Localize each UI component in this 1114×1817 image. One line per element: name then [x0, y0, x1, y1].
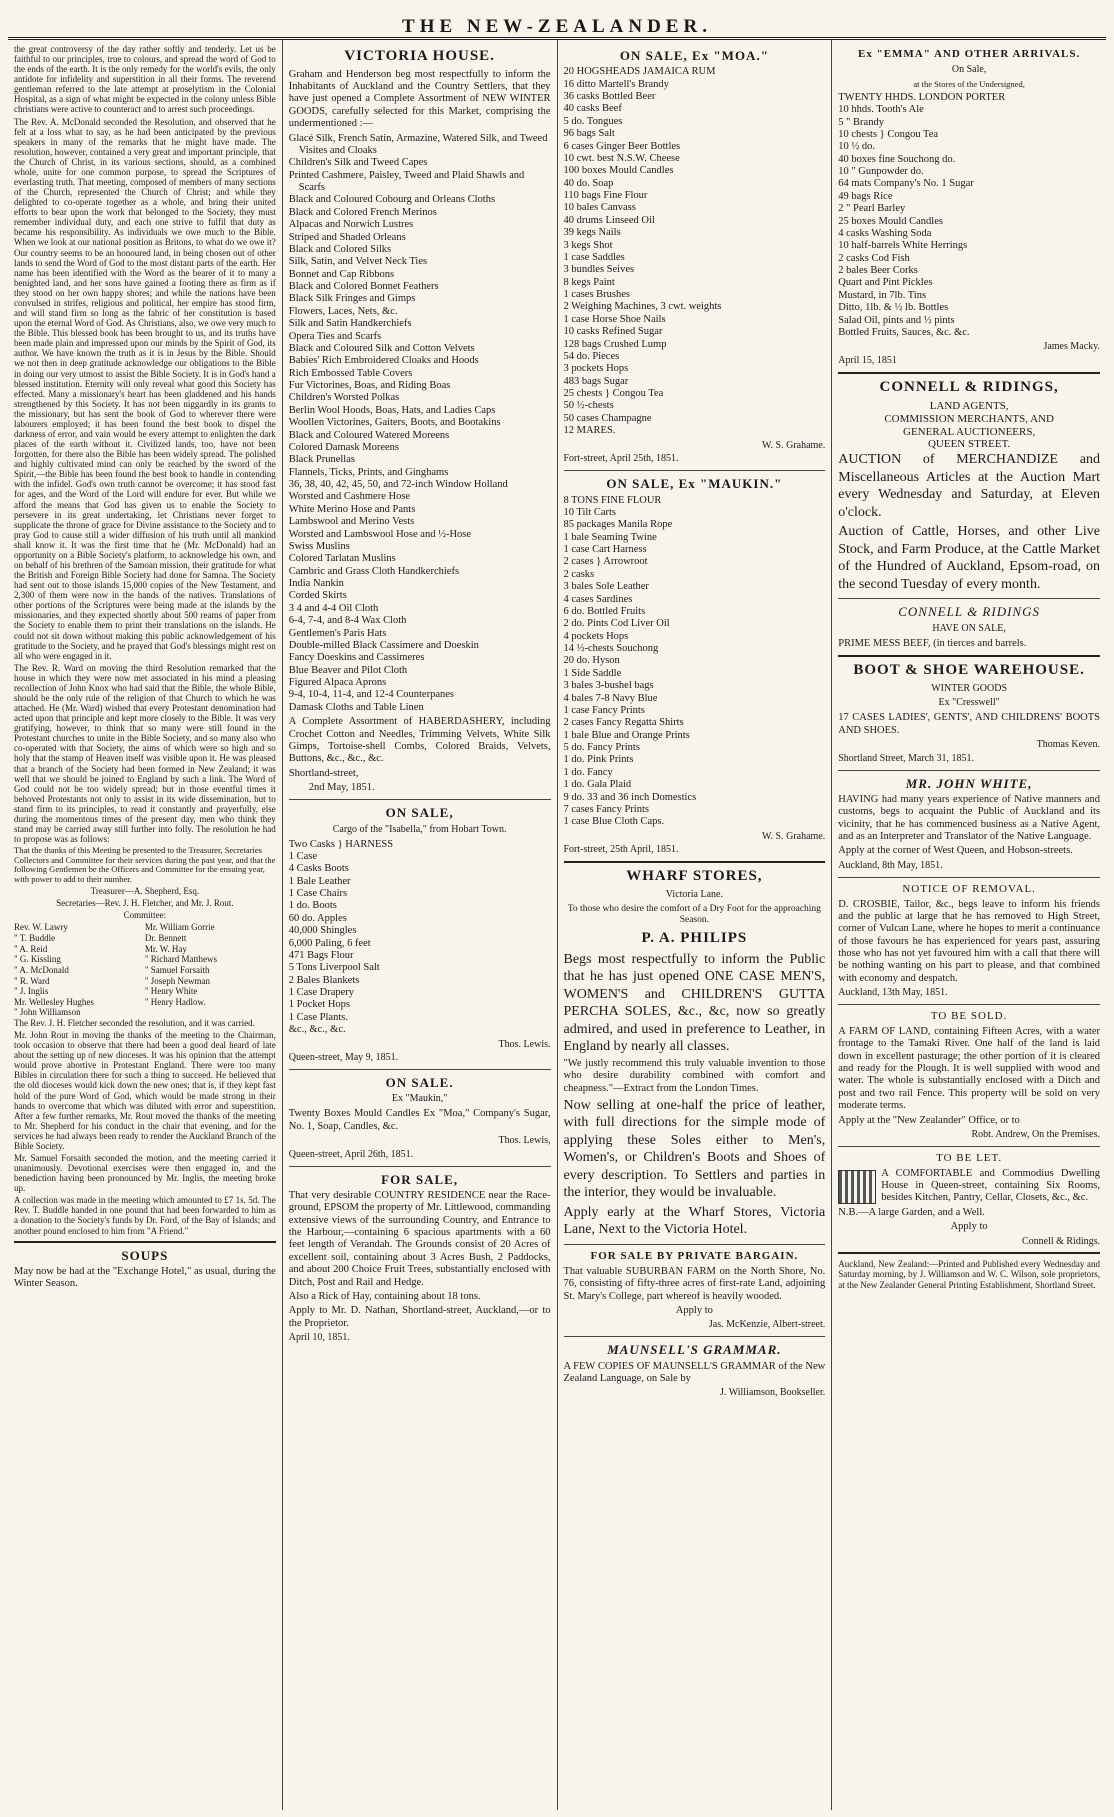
list-item: 5 Tons Liverpool Salt	[288, 962, 380, 974]
to-be-let-apply: Apply to	[950, 1221, 988, 1233]
agency-line: COMMISSION MERCHANTS, AND	[884, 412, 1054, 425]
soups-heading: SOUPS	[121, 1247, 169, 1263]
list-item: &c., &c., &c.	[288, 1024, 346, 1036]
removal-heading: NOTICE OF REMOVAL.	[902, 882, 1036, 895]
list-item: Black and Coloured Watered Moreens	[288, 429, 450, 441]
list-item: 8 TONS FINE FLOUR	[563, 494, 662, 506]
list-item: 9-4, 10-4, 11-4, and 12-4 Counterpanes	[288, 689, 454, 701]
list-item: Double-milled Black Cassimere and Doeskin	[288, 639, 479, 651]
list-item: Fur Victorines, Boas, and Riding Boas	[288, 380, 451, 392]
list-item: 40,000 Shingles	[288, 925, 357, 937]
moa-sale-signature: W. S. Grahame.	[762, 439, 826, 451]
isabella-sale-date: Queen-street, May 9, 1851.	[288, 1052, 399, 1064]
list-item: Black and Coloured Cobourg and Orleans Cloths	[288, 194, 496, 206]
list-item: 54 do. Pieces	[563, 350, 620, 362]
list-item: 10 " Gunpowder do.	[838, 166, 924, 178]
list-item: India Nankin	[288, 578, 344, 590]
list-item: 6 cases Ginger Beer Bottles	[563, 140, 681, 152]
list-item: Lambswool and Merino Vests	[288, 516, 415, 528]
column-3	[558, 40, 833, 1810]
list-item: 25 chests } Congou Tea	[563, 388, 664, 400]
suburban-farm-heading: FOR SALE BY PRIVATE BARGAIN.	[590, 1249, 799, 1262]
list-item: Gentlemen's Paris Hats	[288, 627, 387, 639]
wharf-stores-heading: WHARF STORES,	[626, 868, 763, 885]
column-2	[283, 40, 558, 1810]
list-item: 50 ½-chests	[563, 400, 614, 412]
house-icon	[838, 1170, 876, 1204]
list-item: 10 Tilt Carts	[563, 506, 617, 518]
list-item: Black and Colored Silks	[288, 243, 392, 255]
list-item: 4 cases Sardines	[563, 593, 633, 605]
bible-society-report	[14, 44, 276, 844]
isabella-sale-items	[289, 839, 551, 1037]
maukin-candles-date: Queen-street, April 26th, 1851.	[288, 1148, 414, 1160]
list-item: Flannels, Ticks, Prints, and Ginghams	[288, 466, 449, 478]
john-white-heading: MR. JOHN WHITE,	[905, 775, 1033, 791]
list-item: Fancy Doeskins and Cassimeres	[288, 652, 425, 664]
list-item: 40 casks Beef	[563, 103, 622, 115]
boot-shoe-signature: Thomas Keven.	[1036, 738, 1100, 750]
to-be-let-text: A COMFORTABLE and Commodius Dwelling House in Queen-street, containing Six Rooms, besides Kitchen, Pantry, Cellar, Closets, &c., &c.	[881, 1167, 1100, 1204]
article-paragraph: A collection was made in the meeting which amounted to £7 1s. 5d. The Rev. T. Buddle handed in one pound that had been forwarded to him as a donation to the Society's funds by Dr. Ford, of the Bay of Islands; and another pound enclosed to him from "A Friend."	[14, 1195, 276, 1236]
grammar-signature: J. Williamson, Bookseller.	[720, 1387, 826, 1399]
list-item: Berlin Wool Hoods, Boas, Hats, and Ladies Caps	[288, 404, 496, 416]
grammar-heading: MAUNSELL'S GRAMMAR.	[607, 1342, 782, 1358]
emma-sub: On Sale,	[951, 63, 987, 75]
list-item: 4 casks Washing Soda	[838, 227, 932, 239]
list-item: Woollen Victorines, Gaiters, Boots, and Bootakins	[288, 417, 501, 429]
to-be-sold-apply: Apply at the "New Zealander" Office, or to	[838, 1114, 1020, 1126]
committee-member: " A. McDonald	[14, 964, 69, 975]
committee-member: Rev. W. Lawry	[14, 922, 68, 933]
boot-shoe-sub: WINTER GOODS	[931, 682, 1008, 694]
list-item: 20 HOGSHEADS JAMAICA RUM	[563, 66, 716, 78]
list-item: Two Casks } HARNESS	[288, 838, 394, 850]
list-item: 6-4, 7-4, and 8-4 Wax Cloth	[288, 615, 407, 627]
list-item: Blue Beaver and Pilot Cloth	[288, 664, 408, 676]
agency-line: GENERAL AUCTIONEERS,	[903, 425, 1036, 438]
list-item: Swiss Muslins	[288, 540, 350, 552]
emma-signature: James Macky.	[1043, 341, 1100, 353]
committee-member: " G. Kissling	[14, 954, 61, 965]
maukin-candles-sub: Ex "Maukin,"	[391, 1093, 448, 1105]
list-item: 1 bale Blue and Orange Prints	[563, 729, 690, 741]
list-item: 1 do. Fancy	[563, 766, 613, 778]
list-item: 20 do. Hyson	[563, 655, 620, 667]
list-item: 3 kegs Shot	[563, 239, 613, 251]
article-paragraph: The Rev. J. H. Fletcher seconded the resolution, and it was carried.	[14, 1017, 255, 1028]
meeting-close-report	[14, 1018, 276, 1236]
committee-member: Dr. Bennett	[144, 933, 187, 944]
list-item: 3 4 and 4-4 Oil Cloth	[288, 602, 379, 614]
list-item: 2 casks	[563, 568, 595, 580]
to-be-let-signature: Connell & Ridings.	[1021, 1235, 1100, 1247]
committee-member: " Richard Matthews	[144, 954, 218, 965]
article-paragraph: Mr. John Rout in moving the thanks of the meeting to the Chairman, took occasion to observe that there had been a good deal heard of late about the setting up of new dioceses. It was his opinion that the attempt would prove abortive in Protestant England. There were too many Bibles in circulation there for such a thing to succeed. He believed that the old dioceses would kick down the new ones; that is, if they kept fast hold of the pure Word of God, which would be made strong in their hands to overcome that which was diluted with error and superstition. After a few further remarks, Mr. Rout moved the thanks of the meeting to Mr. Shepherd for his conduct in the chair that evening, and for the services he had always been ready to render the Auckland Branch of the Bible Society.	[14, 1030, 276, 1151]
connell-ridings-heading: CONNELL & RIDINGS,	[879, 378, 1059, 395]
list-item: 1 do. Boots	[288, 900, 337, 912]
list-item: Black and Colored Bonnet Feathers	[288, 281, 439, 293]
resolution-text: That the thanks of this Meeting be presented to the Treasurer, Secretaries Collectors and Committee for their services during the past year, and that the following Gentlemen be the Officers and Committee for the ensuing year, with power to add to their number.	[14, 845, 276, 884]
list-item: 10 bales Canvass	[563, 202, 636, 214]
agency-line: LAND AGENTS,	[929, 399, 1009, 412]
suburban-farm-text: That valuable SUBURBAN FARM on the North Shore, No. 76, consisting of fifty-three acres of first-rate Land, adjoining St. Mary's College, part whereof is heavily wooded.	[563, 1265, 826, 1302]
list-item: 110 bags Fine Flour	[563, 190, 648, 202]
list-item: 5 do. Tongues	[563, 115, 623, 127]
residence-sale-heading: FOR SALE,	[381, 1171, 459, 1187]
list-item: Worsted and Cashmere Hose	[288, 491, 411, 503]
list-item: 3 bales 3-bushel bags	[563, 680, 654, 692]
list-item: 2 bales Beer Corks	[838, 265, 918, 277]
moa-sale-date: Fort-street, April 25th, 1851.	[563, 453, 679, 465]
secretaries-line: Secretaries—Rev. J. H. Fletcher, and Mr. J. Rout.	[56, 898, 234, 909]
wharf-stores-name: P. A. PHILIPS	[641, 930, 748, 947]
article-paragraph: the great controversy of the day rather softly and tenderly. Let us be faithful to our principles, true to colours, and spread the word of God to the ends of the earth. It is the only remedy for the world's evils, the only antidote for infidelity and superstition in all their forms. The reverend gentleman referred to the late attempt at proselytism in the Colonial Hospital, as a sign of what might be expected in the colony unless Bible christians were active to counteract and to arrest such proceedings.	[14, 44, 276, 115]
maukin-sale-heading: ON SALE, Ex "MAUKIN."	[606, 476, 783, 492]
list-item: 4 pockets Hops	[563, 630, 629, 642]
list-item: 6 do. Bottled Fruits	[563, 605, 646, 617]
removal-date: Auckland, 13th May, 1851.	[838, 987, 948, 999]
list-item: 10 ½ do.	[838, 141, 875, 153]
isabella-sale-heading: ON SALE,	[385, 805, 454, 821]
list-item: Worsted and Lambswool Hose and ½-Hose	[288, 528, 472, 540]
list-item: Glacé Silk, French Satin, Armazine, Watered Silk, and Tweed Visites and Cloaks	[288, 132, 548, 156]
maukin-candles-heading: ON SALE.	[385, 1075, 454, 1091]
list-item: 50 cases Champagne	[563, 412, 652, 424]
list-item: 10 casks Refined Sugar	[563, 326, 663, 338]
emma-heading: Ex "EMMA" AND OTHER ARRIVALS.	[858, 48, 1081, 60]
list-item: 1 cases Brushes	[563, 289, 630, 301]
wharf-stores-text2: Now selling at one-half the price of leather, with full directions for the simple mode of applying these Soles either to Men's, Women's, or Children's Boots and Shoes of every description. To Settlers and parties in the interior, they would be invaluable.	[563, 1097, 826, 1201]
committee-list	[14, 922, 276, 1017]
list-item: 1 do. Gala Plaid	[563, 779, 632, 791]
article-paragraph: Mr. Samuel Forsaith seconded the motion, and the meeting carried it unanimously. Devotional exercises were then engaged in, and the benediction having been pronounced by Mr. Inglis, the meeting broke up.	[14, 1152, 276, 1194]
maukin-sale-items	[564, 495, 826, 829]
isabella-sale-sub: Cargo of the "Isabella," from Hobart Town.	[332, 823, 507, 835]
list-item: 3 bales Sole Leather	[563, 581, 649, 593]
to-be-sold-heading: TO BE SOLD.	[930, 1009, 1008, 1022]
committee-left	[14, 922, 145, 1017]
list-item: 64 mats Company's No. 1 Sugar	[838, 178, 974, 190]
maukin-candles-signature: Thos. Lewis,	[498, 1135, 551, 1147]
list-item: Black Silk Fringes and Gimps	[288, 293, 416, 305]
maukin-sale-signature: W. S. Grahame.	[762, 830, 826, 842]
list-item: 7 cases Fancy Prints	[563, 803, 649, 815]
list-item: 10 cwt. best N.S.W. Cheese	[563, 152, 680, 164]
list-item: Mustard, in 7lb. Tins	[838, 289, 927, 301]
list-item: 36 casks Bottled Beer	[563, 91, 656, 103]
list-item: 1 Side Saddle	[563, 667, 622, 679]
to-be-let-nb: N.B.—A large Garden, and a Well.	[838, 1206, 985, 1218]
list-item: 1 case Fancy Prints	[563, 704, 645, 716]
emma-sub2: at the Stores of the Undersigned,	[913, 78, 1025, 89]
residence-sale-text: That very desirable COUNTRY RESIDENCE near the Race-ground, EPSOM the property of Mr. Littlewood, commanding extensive views of the surrounding Country, and Entrance to the Harbour,—containing 6 spacious apartments with a 60 feet length of Verandah. The Grounds consist of 20 Acres of excellent soil, containing about 3 Acres Bush, 2 Paddocks, and about 200 Choice Fruit Trees, substantially enclosed with Ditch, Post and Rail and Hedge.	[288, 1189, 551, 1288]
list-item: Children's Silk and Tweed Capes	[288, 157, 428, 169]
list-item: Colored Tarlatan Muslins	[288, 553, 396, 565]
committee-member: " R. Ward	[14, 975, 50, 986]
article-paragraph: The Rev. A. McDonald seconded the Resolution, and observed that he felt at a loss what to say, as he had been anticipated by the previous speakers in many of the remarks that he might have made. The resolution, however, contained a very great and important principle, that the Church of Christ, in its various sections, should, as a combined whole, unite for one common purpose, to spread the Scriptures of everlasting truth. That meeting, composed of members of many sections of the Church, represented the Church of Christ; and while they delighted to co-operate together as a whole, and bring their united efforts to bear upon the work that belonged to the Society, they must remember individual duty, and each one strive to fulfil that duty as became his responsibility. As individuals we owe much to the Bible. When we look at our national position as Britons, to what do we owe it? Our country seems to be an honoured land, in being chosen out of other lands to send the Word of God to the most distant parts of the earth. Her name has been identified with the Word as the bearer of it to many a benighted land, and her sons have gained a footing there as firm as if they stood on her own happy shores; and while the nations have been convulsed in strifes, religious and political, her empire has stood firm, and will stand firm so long as the fabric of her constitution is based upon the eternal Word of God. As Christians, also, we owe very much to the Bible. This blessed book has been brought to us, and its truths have been made plain and impressed upon our minds by the Spirit of God, its author. We have known the truth as it is in Jesus by the Bible. Should we not then in deep gratitude acknowledge our obligations to the Bible in doing our very utmost to assist the Bible Society. It is in God's hand a blessed institution. Eternity will only reveal what good this Society has effected. Many a missionary's heart has been gladdened and his hands strengthened by this Society. It has not been niggardly in its grants to the missionary, but has sent the book of God to wherever there were labourers employed; it has been found the best book to dispel the darkness of error, and vain would be every attempt to enlighten the dark places of the earth without it. Civilized lands, too, have not been forgotten, for there also the Bible has been widely spread. The polished and highly cultivated mind can only be reached by the sword of the Spirit,—the Bible has been found the best book to handle in contending with the infidel. God's own truth cannot be overcome; it has stood fast for ages, and the Word of the Lord will endure for ever. But while we afford the means that God has given us to enable the Society to persevere in its great undertaking, let Christians never forget to supplicate the throne of grace for Divine assistance to the Society and to pray God to cause still a wider diffusion of his truth until all mankind shall know it. It was the first time that he (Mr. McDonald) had an opportunity on a Bible Society's platform, to acknowledge his own, and on behalf of his brethren of the Samoan mission, their gratitude for what the British and Foreign Bible Society had done for Samoa. The Society had sent out to those islands 15,000 copies of the New Testament, and 2,300 of them were now in the hands of the natives. Translations of other portions of the Scriptures were being made at the islands by the missionaries, and they expected shortly about 500 reams of paper from the Society to enable them to print their translations on the islands. He could not sit down without making this public acknowledgement of his gratitude to the Society, and he prayed that God's blessings might rest on all who were engaged in it.	[14, 116, 276, 661]
list-item: 9 do. 33 and 36 inch Domestics	[563, 791, 697, 803]
list-item: 40 boxes fine Souchong do.	[838, 153, 956, 165]
list-item: 471 Bags Flour	[288, 949, 354, 961]
list-item: 1 Case	[288, 850, 318, 862]
list-item: 2 Bales Blankets	[288, 974, 360, 986]
maukin-candles-text: Twenty Boxes Mould Candles Ex "Moa," Company's Sugar, No. 1, Soap, Candles, &c.	[288, 1108, 551, 1132]
list-item: 1 Bale Leather	[288, 875, 351, 887]
list-item: Printed Cashmere, Paisley, Tweed and Plaid Shawls and Scarfs	[288, 169, 525, 194]
list-item: Striped and Shaded Orleans	[288, 231, 406, 243]
list-item: 14 ½-chests Souchong	[563, 643, 659, 654]
list-item: 128 bags Crushed Lump	[563, 338, 667, 350]
wharf-stores-quote: "We justly recommend this truly valuable invention to those who desire durability combined with comfort and cheapness."—Extract from the London Times.	[563, 1057, 826, 1094]
list-item: 25 boxes Mould Candles	[838, 215, 943, 227]
list-item: Black and Coloured Silk and Cotton Velvets	[288, 342, 475, 354]
list-item: 2 " Pearl Barley	[838, 203, 906, 215]
list-item: 2 Weighing Machines, 3 cwt. weights	[563, 301, 722, 313]
isabella-sale-signature: Thos. Lewis.	[498, 1038, 551, 1050]
list-item: Cambric and Grass Cloth Handkerchiefs	[288, 565, 460, 577]
list-item: 1 Case Drapery	[288, 987, 355, 999]
imprint: Auckland, New Zealand:—Printed and Published every Wednesday and Saturday morning, by J. Williamson and W. C. Wilson, sole proprietors, at the New Zealander General Printing Establishment, Shortland Street.	[838, 1259, 1100, 1290]
column-4	[832, 40, 1106, 1810]
committee-member: " Henry White	[144, 986, 198, 997]
list-item: Figured Alpaca Aprons	[288, 677, 387, 689]
victoria-house-items	[289, 133, 551, 715]
list-item: 2 do. Pints Cod Liver Oil	[563, 618, 670, 630]
article-paragraph: The Rev. R. Ward on moving the third Resolution remarked that the house in which they were now met associated in his mind a pleasing recollection of John Knox who had said that the Bible, the whole Bible, should be the only rule of the religion of that Church to which he was attached. He (Mr. Ward) wished that every Protestant denomination had acted upon that principle and kept more closely to the Bible. It was very gratifying, however, to think that so many were still found in the Protestant churches to unite in the Bible Society, and so many also who co-operated with that Society, the aims of which were so high and so holy that the stamp of Heaven itself was visible upon it. He was pleased that a branch of the Society had been formed in New Zealand; it was well that we should be joined to England by such a link. The Word of God could not be too widely spread; but in those eventful times it behoved Protestants not only to assist in its wide dissemination, but to stand firm to its principles, to read it constantly and prayerfully, else during the momentous times of the present day, men who think they stand may be carried away still further into folly. The resolution he had to propose was as follows:	[14, 662, 276, 845]
soups-text: May now be had at the "Exchange Hotel," as usual, during the Winter Season.	[14, 1265, 276, 1290]
list-item: 8 kegs Paint	[563, 276, 615, 288]
list-item: 60 do. Apples	[288, 912, 347, 924]
list-item: Corded Skirts	[288, 590, 347, 602]
wharf-stores-text3: Apply early at the Wharf Stores, Victoria Lane, Next to the Victoria Hotel.	[563, 1204, 826, 1238]
connell-ridings-cattle: Auction of Cattle, Horses, and other Live Stock, and Farm Produce, at the Cattle Market of the Hundred of Auckland, Epsom-road, on the second Tuesday of every month.	[838, 524, 1100, 592]
list-item: Alpacas and Norwich Lustres	[288, 219, 414, 231]
list-item: Opera Ties and Scarfs	[288, 330, 382, 342]
list-item: 1 case Blue Cloth Caps.	[563, 816, 665, 828]
john-white-date: Auckland, 8th May, 1851.	[838, 859, 943, 871]
list-item: 2 cases } Arrowroot	[563, 556, 648, 568]
connell-ridings-beef-sub: HAVE ON SALE,	[932, 622, 1006, 634]
list-item: 1 case Cart Harness	[563, 544, 647, 555]
list-item: 1 do. Pink Prints	[563, 754, 634, 766]
list-item: 3 pockets Hops	[563, 363, 629, 375]
list-item: 10 half-barrels White Herrings	[838, 240, 968, 252]
committee-member: " Samuel Forsaith	[144, 964, 210, 975]
list-item: 1 Case Chairs	[288, 888, 348, 900]
moa-sale-items	[564, 66, 826, 437]
to-be-sold-signature: Robt. Andrew, On the Premises.	[971, 1128, 1100, 1140]
removal-text: D. CROSBIE, Tailor, &c., begs leave to inform his friends and the public at large that he has removed to High Street, corner of Vulcan Lane, where he hopes to merit a continuance of those favours he has experienced for years past, assuring those who has not yet favoured him with a call that there will be nothing wanting on his part to please, and that combined with economy and despatch.	[838, 898, 1100, 984]
boot-shoe-text: 17 CASES LADIES', GENTS', AND CHILDRENS' BOOTS AND SHOES.	[838, 712, 1100, 736]
boot-shoe-date: Shortland Street, March 31, 1851.	[838, 752, 975, 764]
victoria-house-heading: VICTORIA HOUSE.	[344, 48, 495, 64]
committee-label: Committee:	[123, 910, 167, 921]
list-item: 10 hhds. Tooth's Ale	[838, 104, 924, 116]
connell-ridings-beef-text: PRIME MESS BEEF, (in tierces and barrels.	[838, 637, 1027, 649]
wharf-stores-to: To those who desire the comfort of a Dry Foot for the approaching Season.	[567, 903, 821, 925]
list-item: 39 kegs Nails	[563, 227, 621, 239]
list-item: 12 MARES.	[563, 425, 616, 437]
list-item: 40 do. Soap	[563, 177, 614, 189]
emma-date: April 15, 1851	[838, 355, 897, 367]
list-item: Salad Oil, pints and ½ pints	[838, 314, 955, 326]
suburban-farm-apply: Apply to	[675, 1305, 713, 1317]
list-item: 16 ditto Martell's Brandy	[563, 78, 669, 90]
list-item: Rich Embossed Table Covers	[288, 367, 413, 379]
list-item: 6,000 Paling, 6 feet	[288, 937, 371, 949]
boot-shoe-sub2: Ex "Cresswell"	[938, 697, 1000, 709]
agency-line: QUEEN STREET.	[927, 438, 1011, 451]
victoria-house-place: Shortland-street,	[288, 767, 359, 779]
list-item: 4 Casks Boots	[288, 863, 349, 875]
list-item: Babies' Rich Embroidered Cloaks and Hoods	[288, 355, 479, 367]
list-item: 10 chests } Congou Tea	[838, 128, 939, 140]
victoria-house-date: 2nd May, 1851.	[308, 782, 375, 794]
emma-items	[838, 92, 1100, 340]
list-item: 1 case Horse Shoe Nails	[563, 313, 666, 325]
list-item: 5 " Brandy	[838, 116, 884, 128]
list-item: Ditto, 1lb. & ½ lb. Bottles	[838, 302, 949, 314]
moa-sale-heading: ON SALE, Ex "MOA."	[619, 48, 769, 63]
list-item: Bottled Fruits, Sauces, &c. &c.	[838, 326, 970, 338]
connell-ridings-beef-heading: CONNELL & RIDINGS	[898, 604, 1040, 620]
list-item: Bonnet and Cap Ribbons	[288, 268, 395, 280]
list-item: Damask Cloths and Table Linen	[288, 701, 424, 713]
treasurer-line: Treasurer—A. Shepherd, Esq.	[90, 886, 200, 897]
list-item: 3 bundles Seives	[563, 264, 635, 276]
john-white-text: HAVING had many years experience of Native manners and customs, begs to acquaint the Public of Auckland and its vicinity, that he has commenced business as a Native Agent, and as an Interpreter and Translator of the Native Language.	[838, 793, 1100, 843]
list-item: TWENTY HHDS. LONDON PORTER	[838, 91, 1006, 103]
list-item: 96 bags Salt	[563, 128, 615, 140]
list-item: Children's Worsted Polkas	[288, 392, 400, 404]
column-1	[8, 40, 283, 1810]
list-item: 49 bags Rice	[838, 190, 893, 202]
list-item: 100 boxes Mould Candles	[563, 165, 674, 177]
wharf-stores-text: Begs most respectfully to inform the Public that he has just opened ONE CASE MEN'S, WOMEN'S and CHILDREN'S GUTTA PERCHA SOLES, &c., &c, now so greatly admired, and used in preference to Leather, in England by nearly all classes.	[563, 951, 826, 1055]
list-item: Black and Colored French Merinos	[288, 206, 437, 218]
list-item: Black Prunellas	[288, 454, 355, 466]
committee-member: " Joseph Newman	[144, 975, 211, 986]
grammar-text: A FEW COPIES OF MAUNSELL'S GRAMMAR of the New Zealand Language, on Sale by	[563, 1360, 826, 1384]
list-item: 1 bale Seaming Twine	[563, 531, 657, 543]
list-item: 1 case Saddles	[563, 251, 625, 263]
list-item: Silk and Satin Handkerchiefs	[288, 318, 412, 330]
maukin-sale-date: Fort-street, 25th April, 1851.	[563, 844, 679, 856]
list-item: 4 bales 7-8 Navy Blue	[563, 692, 658, 704]
committee-member: " T. Buddle	[14, 933, 56, 944]
residence-sale-date: April 10, 1851.	[288, 1332, 350, 1344]
masthead: THE NEW-ZEALANDER.	[8, 0, 1106, 40]
list-item: Colored Damask Moreens	[288, 441, 399, 453]
list-item: White Merino Hose and Pants	[288, 503, 416, 515]
list-item: 1 Pocket Hops	[288, 999, 350, 1011]
list-item: 40 drums Linseed Oil	[563, 214, 655, 226]
boot-shoe-heading: BOOT & SHOE WAREHOUSE.	[853, 661, 1085, 678]
committee-member: Mr. W. Hay	[144, 943, 187, 954]
connell-ridings-auction: AUCTION of MERCHANDIZE and Miscellaneous Articles at the Auction Mart every Wednesday and Saturday, at Eleven o'clock.	[838, 452, 1100, 520]
committee-right	[145, 922, 276, 1017]
committee-member: Mr. Wellesley Hughes	[14, 996, 94, 1007]
wharf-stores-sub: Victoria Lane.	[665, 888, 723, 900]
john-white-apply: Apply at the corner of West Queen, and Hobson-streets.	[838, 845, 1073, 857]
haberdashery-text: A Complete Assortment of HABERDASHERY, including Crochet Cotton and Needles, Trimming Velvets, White Silk Gimps, Tortoise-shell Combs, Colored Braids, Velvets, Buttons, &c., &c., &c.	[288, 716, 551, 765]
victoria-house-intro: Graham and Henderson beg most respectfully to inform the Inhabitants of Auckland and the Country Settlers, that they have just opened a Complete Assortment of NEW WINTER GOODS, carefully selected for this Market, comprising the undermentioned :—	[288, 68, 551, 130]
to-be-let-heading: TO BE LET.	[936, 1151, 1003, 1164]
list-item: 5 do. Fancy Prints	[563, 742, 640, 753]
committee-member: " J. Inglis	[14, 986, 49, 997]
committee-member: " John Williamson	[14, 1007, 81, 1018]
list-item: 36, 38, 40, 42, 45, 50, and 72-inch Window Holland	[288, 479, 508, 491]
to-be-sold-text: A FARM OF LAND, containing Fifteen Acres, with a water frontage to the Tamaki River. One half of the land is laid down in excellent pasturage; the other portion of it is cleared and ready for the Plough. It is well supplied with wood and water. The whole is substantially enclosed with a Ditch and post and two rail Fence. This property will be sold on very moderate terms.	[838, 1025, 1100, 1112]
list-item: 483 bags Sugar	[563, 375, 629, 387]
list-item: Silk, Satin, and Velvet Neck Ties	[288, 256, 428, 268]
list-item: 2 cases Fancy Regatta Shirts	[563, 717, 684, 729]
list-item: 2 casks Cod Fish	[838, 252, 910, 264]
residence-hay-text: Also a Rick of Hay, containing about 18 tons.	[288, 1290, 481, 1302]
suburban-farm-signature: Jas. McKenzie, Albert-street.	[708, 1319, 826, 1331]
list-item: 85 packages Manila Rope	[563, 519, 673, 531]
committee-member: " Henry Hadlow.	[144, 996, 206, 1007]
list-item: 1 Case Plants.	[288, 1011, 348, 1023]
committee-member: " A. Reid	[14, 943, 48, 954]
list-item: Flowers, Laces, Nets, &c.	[288, 305, 398, 317]
connell-ridings-lines	[838, 400, 1100, 452]
residence-apply-text: Apply to Mr. D. Nathan, Shortland-street, Auckland,—or to the Proprietor.	[288, 1305, 551, 1329]
list-item: Quart and Pint Pickles	[838, 277, 933, 289]
committee-member: Mr. William Gorrie	[144, 922, 215, 933]
